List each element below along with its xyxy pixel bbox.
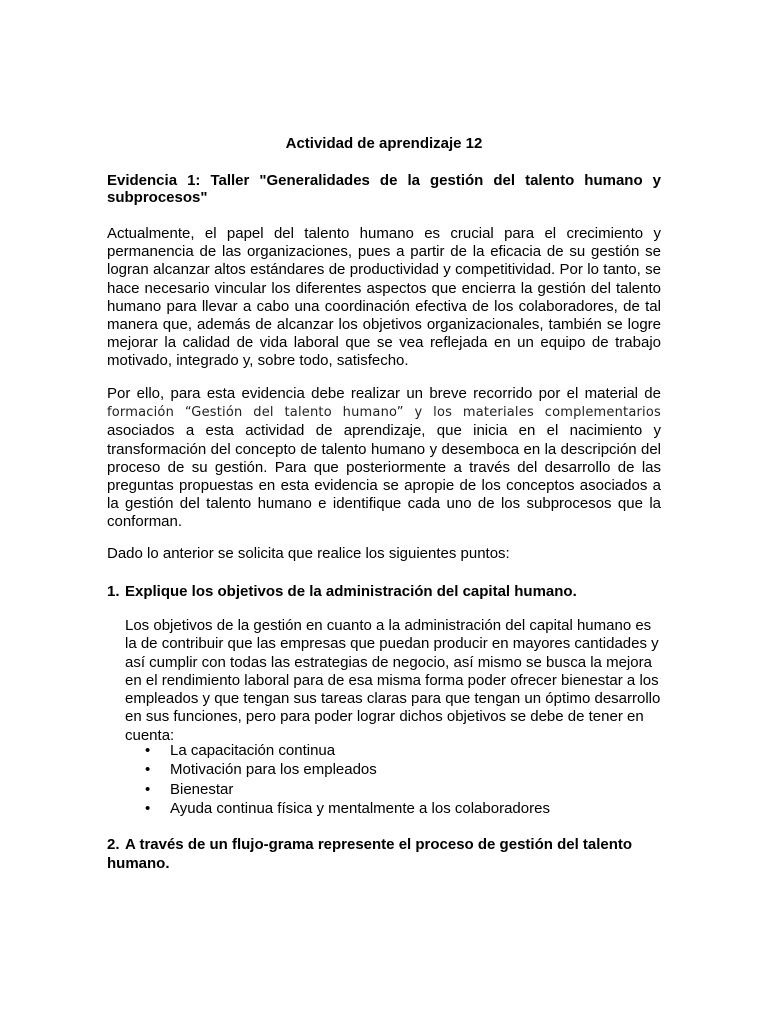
question-1-heading xyxy=(107,582,667,601)
question-1-number: 1. xyxy=(107,583,120,600)
instructions-paragraph xyxy=(107,385,661,532)
list-item-text: Motivación para los empleados xyxy=(170,761,377,779)
question-2-text: A través de un flujo-grama represente el proceso de gestión del talento humano. xyxy=(107,836,633,872)
question-2-heading xyxy=(107,835,667,873)
list-item-text: La capacitación continua xyxy=(170,742,336,759)
instructions-text-c: asociados a esta actividad de aprendizaje, que inicia en el nacimiento y transformación del concepto de talento humano y desemboca en la descripción del proceso de su gestión. Para que posteriormente a través del desarrollo de las preguntas propuestas en esta evidencia se apropie de los conceptos asociados a la gestión del talento humano e identifique cada uno de los subprocesos que la conforman. xyxy=(107,422,661,531)
question-1-answer: Los objetivos de la gestión en cuanto a la administración del capital humano es la de contribuir que las empresas que puedan producir en mayores cantidades y así cumplir con todas las estrategias de negocio, así mismo se busca la mejora en el rendimiento laboral para de esa misma forma poder ofrecer bienestar a los empleados y que tengan sus tareas claras para que tengan un óptimo desarrollo en sus funciones, pero para poder lograr dichos objetivos se debe de tener en cuenta: xyxy=(125,617,661,744)
list-item-text: Bienestar xyxy=(170,780,234,798)
bullet-icon: • xyxy=(145,742,151,759)
objectives-bullet-list xyxy=(125,741,645,818)
question-1-text: Explique los objetivos de la administración del capital humano. xyxy=(125,583,577,600)
instructions-text-a: Por ello, para esta evidencia debe realizar un breve recorrido por el material de xyxy=(107,385,661,402)
bullet-icon: • xyxy=(145,761,151,779)
list-item xyxy=(125,799,645,818)
instructions-text-b: formación “Gestión del talento humano” y los materiales complementarios xyxy=(107,405,661,421)
list-item xyxy=(125,780,645,799)
list-item-text: Ayuda continua física y mentalmente a los colaboradores xyxy=(170,799,550,817)
question-2-number: 2. xyxy=(107,836,120,853)
request-paragraph: Dado lo anterior se solicita que realice los siguientes puntos: xyxy=(107,545,510,562)
bullet-icon: • xyxy=(145,799,151,817)
document-title: Actividad de aprendizaje 12 xyxy=(285,135,483,152)
evidence-title: Evidencia 1: Taller "Generalidades de la gestión del talento humano y subprocesos" xyxy=(107,172,661,206)
intro-paragraph: Actualmente, el papel del talento humano es crucial para el crecimiento y permanencia de las organizaciones, pues a partir de la eficacia de su gestión se logran alcanzar altos estándares de productividad y competitividad. Por lo tanto, se hace necesario vincular los diferentes aspectos que encierra la gestión del talento humano para llevar a cabo una coordinación efectiva de los colaboradores, de tal manera que, además de alcanzar los objetivos organizacionales, también se logre mejorar la calidad de vida laboral que se vea reflejada en un equipo de trabajo motivado, integrado y, sobre todo, satisfecho. xyxy=(107,225,661,370)
list-item xyxy=(125,741,645,760)
list-item xyxy=(125,760,645,779)
bullet-icon: • xyxy=(145,780,151,798)
